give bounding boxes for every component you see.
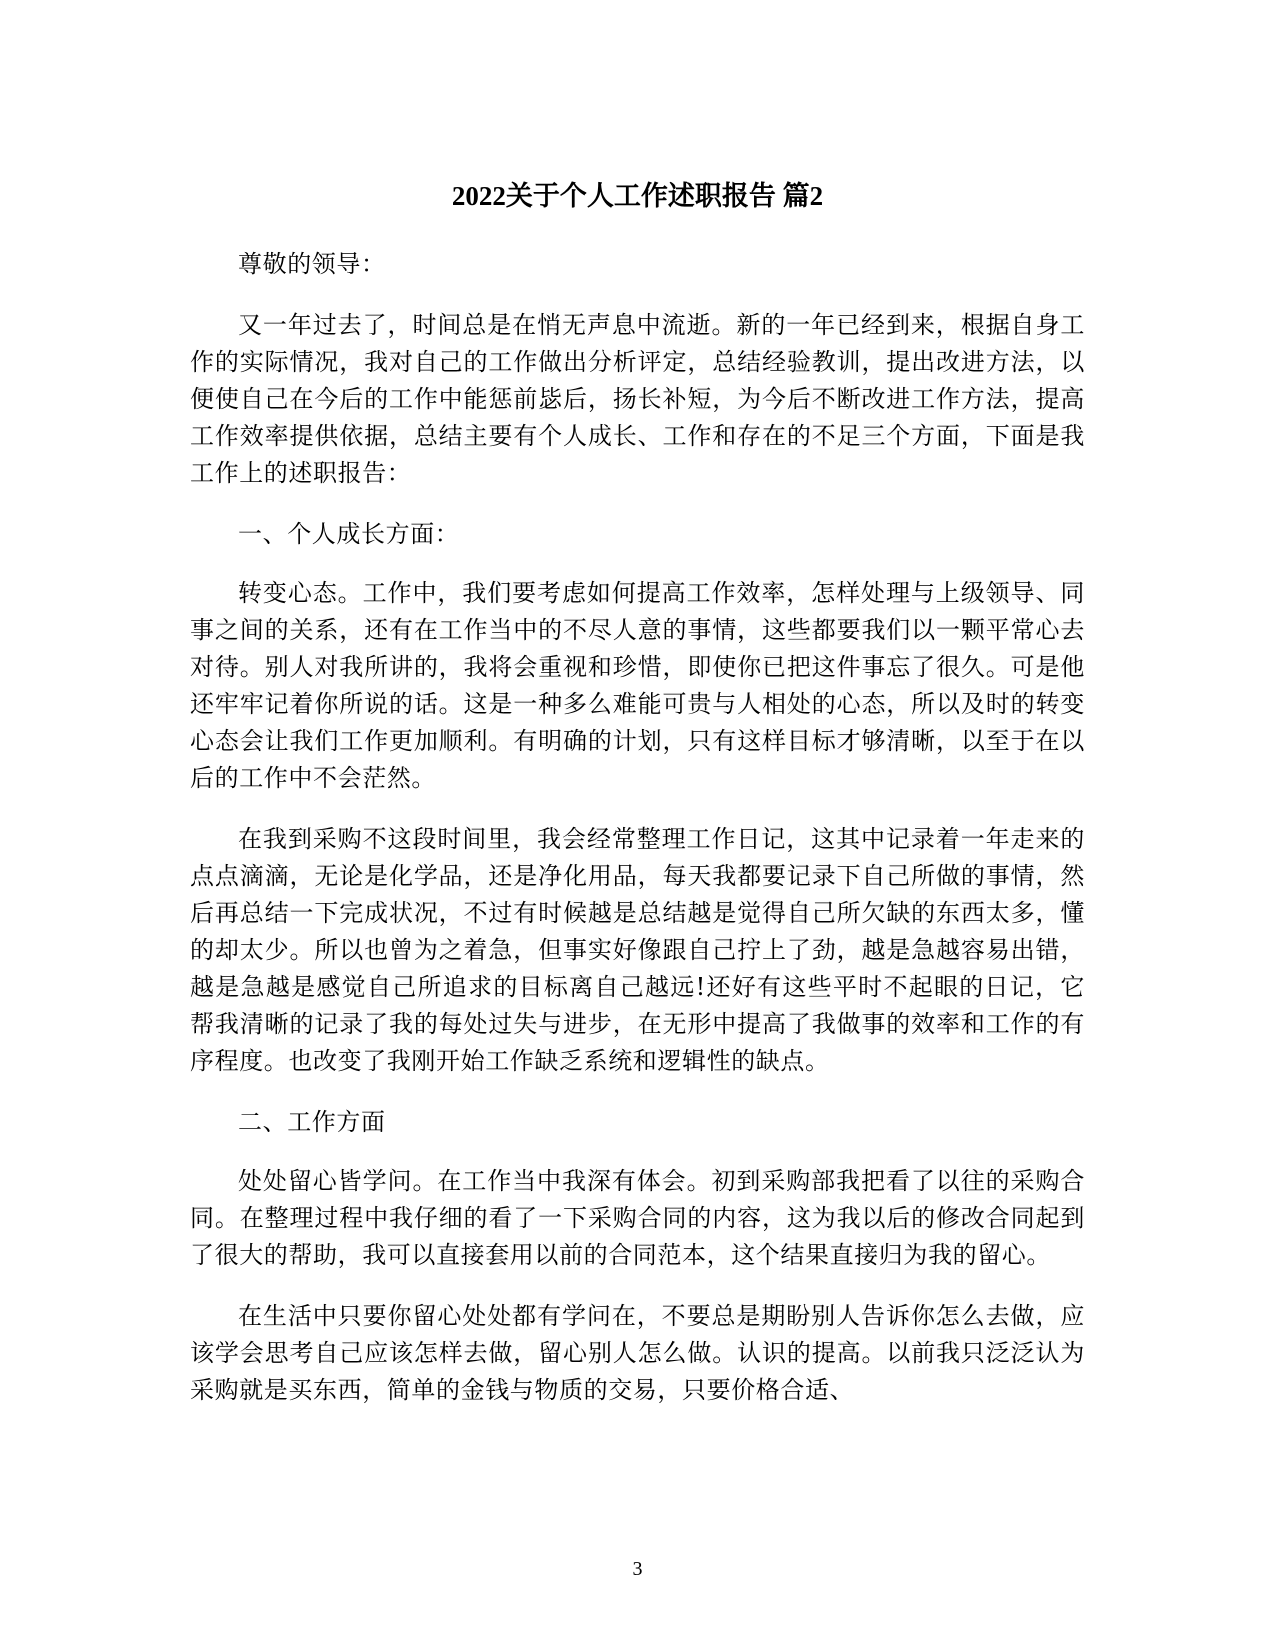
paragraph-work-diary: 在我到采购不这段时间里，我会经常整理工作日记，这其中记录着一年走来的点点滴滴，无论是化学品，还是净化用品，每天我都要记录下自己所做的事情，然后再总结一下完成状况，不过有时候越是总结越是觉得自己所欠缺的东西太多，懂的却太少。所以也曾为之着急，但事实好像跟自己拧上了劲，越是急越容易出错，越是急越是感觉自己所追求的目标离自己越远!还好有这些平时不起眼的日记，它帮我清晰的记录了我的每处过失与进步，在无形中提高了我做事的效率和工作的有序程度。也改变了我刚开始工作缺乏系统和逻辑性的缺点。 — [190, 825, 1085, 1075]
paragraph-learning: 在生活中只要你留心处处都有学问在，不要总是期盼别人告诉你怎么去做，应该学会思考自己应该怎样去做，留心别人怎么做。认识的提高。以前我只泛泛认为采购就是买东西，简单的金钱与物质的交易，只要价格合适、 — [190, 1302, 1085, 1404]
page-number: 3 — [632, 1558, 643, 1580]
section-heading-work: 二、工作方面 — [238, 1108, 386, 1136]
document-body — [190, 246, 1085, 1433]
paragraph-attention: 处处留心皆学问。在工作当中我深有体会。初到采购部我把看了以往的采购合同。在整理过程中我仔细的看了一下采购合同的内容，这为我以后的修改合同起到了很大的帮助，我可以直接套用以前的合同范本，这个结果直接归为我的留心。 — [190, 1167, 1085, 1269]
salutation: 尊敬的领导： — [238, 250, 386, 278]
section-heading-personal-growth: 一、个人成长方面： — [238, 520, 460, 548]
document-title: 2022关于个人工作述职报告 篇2 — [451, 181, 824, 211]
paragraph-mindset: 转变心态。工作中，我们要考虑如何提高工作效率，怎样处理与上级领导、同事之间的关系，还有在工作当中的不尽人意的事情，这些都要我们以一颗平常心去对待。别人对我所讲的，我将会重视和珍惜，即使你已把这件事忘了很久。可是他还牢牢记着你所说的话。这是一种多么难能可贵与人相处的心态，所以及时的转变心态会让我们工作更加顺利。有明确的计划，只有这样目标才够清晰，以至于在以后的工作中不会茫然。 — [190, 579, 1085, 792]
intro-paragraph: 又一年过去了，时间总是在悄无声息中流逝。新的一年已经到来，根据自身工作的实际情况，我对自己的工作做出分析评定，总结经验教训，提出改进方法，以便使自己在今后的工作中能惩前毖后，扬长补短，为今后不断改进工作方法，提高工作效率提供依据，总结主要有个人成长、工作和存在的不足三个方面，下面是我工作上的述职报告： — [190, 311, 1085, 487]
